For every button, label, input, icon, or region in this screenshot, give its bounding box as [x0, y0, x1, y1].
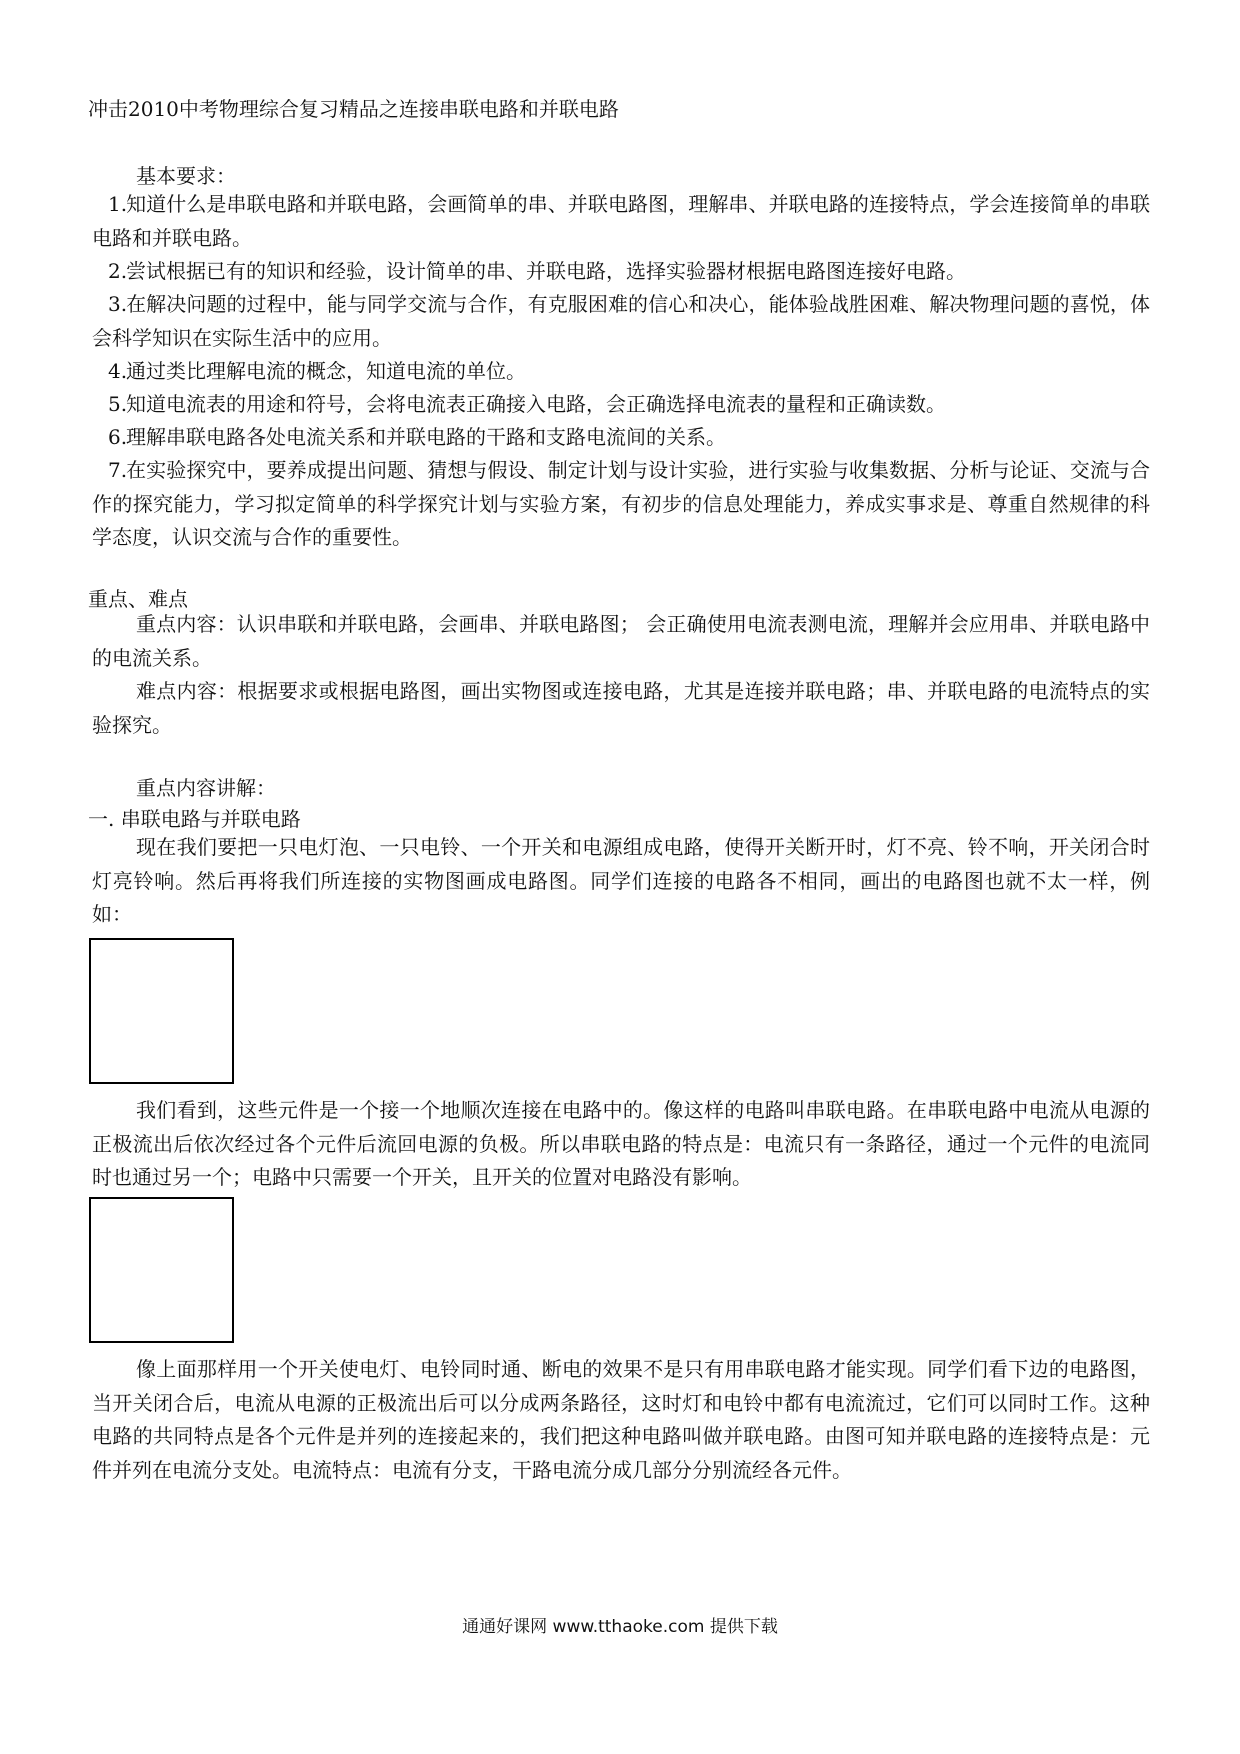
hard-content-paragraph: 难点内容：根据要求或根据电路图，画出实物图或连接电路，尤其是连接并联电路；串、并联电路的电流特点的实验探究。 [92, 679, 1150, 737]
key-content-paragraph: 重点内容：认识串联和并联电路，会画串、并联电路图； 会正确使用电流表测电流，理解并会应用串、并联电路中的电流关系。 [92, 612, 1150, 670]
requirement-item-6: 6.理解串联电路各处电流关系和并联电路的干路和支路电流间的关系。 [108, 425, 726, 449]
page-footer: 通通好课网 www.tthaoke.com 提供下载 [462, 1617, 778, 1637]
paragraph-parallel-circuit: 像上面那样用一个开关使电灯、电铃同时通、断电的效果不是只有用串联电路才能实现。同学们看下边的电路图，当开关闭合后，电流从电源的正极流出后可以分成两条路径，这时灯和电铃中都有电流流过，它们可以同时工作。这种电路的共同特点是各个元件是并列的连接起来的，我们把这种电路叫做并联电路。由图可知并联电路的连接特点是：元件并列在电流分支处。电流特点：电流有分支，干路电流分成几部分分别流经各元件。 [92, 1357, 1150, 1482]
parallel-circuit-figure-placeholder [89, 1197, 234, 1343]
requirement-item-2: 2.尝试根据已有的知识和经验，设计简单的串、并联电路，选择实验器材根据电路图连接好电路。 [108, 259, 966, 283]
paragraph-series-circuit: 我们看到，这些元件是一个接一个地顺次连接在电路中的。像这样的电路叫串联电路。在串联电路中电流从电源的正极流出后依次经过各个元件后流回电源的负极。所以串联电路的特点是：电流只有一条路径，通过一个元件的电流同时也通过另一个；电路中只需要一个开关，且开关的位置对电路没有影响。 [92, 1098, 1150, 1189]
explanation-heading: 重点内容讲解： [136, 776, 276, 800]
basic-requirements-heading: 基本要求： [136, 164, 236, 188]
requirement-item-5: 5.知道电流表的用途和符号，会将电流表正确接入电路，会正确选择电流表的量程和正确读数。 [108, 392, 946, 416]
requirement-item-4: 4.通过类比理解电流的概念，知道电流的单位。 [108, 359, 526, 383]
key-points-heading: 重点、难点 [88, 587, 188, 611]
requirement-item-1: 1.知道什么是串联电路和并联电路，会画简单的串、并联电路图，理解串、并联电路的连接特点，学会连接简单的串联电路和并联电路。 [92, 192, 1150, 250]
series-circuit-figure-placeholder [89, 938, 234, 1084]
section-heading-series-parallel: 一. 串联电路与并联电路 [88, 807, 301, 831]
requirement-item-7: 7.在实验探究中，要养成提出问题、猜想与假设、制定计划与设计实验，进行实验与收集数据、分析与论证、交流与合作的探究能力，学习拟定简单的科学探究计划与实验方案，有初步的信息处理能力，养成实事求是、尊重自然规律的科学态度，认识交流与合作的重要性。 [92, 458, 1150, 549]
page-title: 冲击2010中考物理综合复习精品之连接串联电路和并联电路 [88, 97, 619, 121]
requirement-item-3: 3.在解决问题的过程中，能与同学交流与合作，有克服困难的信心和决心，能体验战胜困难、解决物理问题的喜悦，体会科学知识在实际生活中的应用。 [92, 292, 1150, 350]
paragraph-circuit-intro: 现在我们要把一只电灯泡、一只电铃、一个开关和电源组成电路，使得开关断开时，灯不亮、铃不响，开关闭合时灯亮铃响。然后再将我们所连接的实物图画成电路图。同学们连接的电路各不相同，画出的电路图也就不太一样，例如： [92, 835, 1150, 926]
